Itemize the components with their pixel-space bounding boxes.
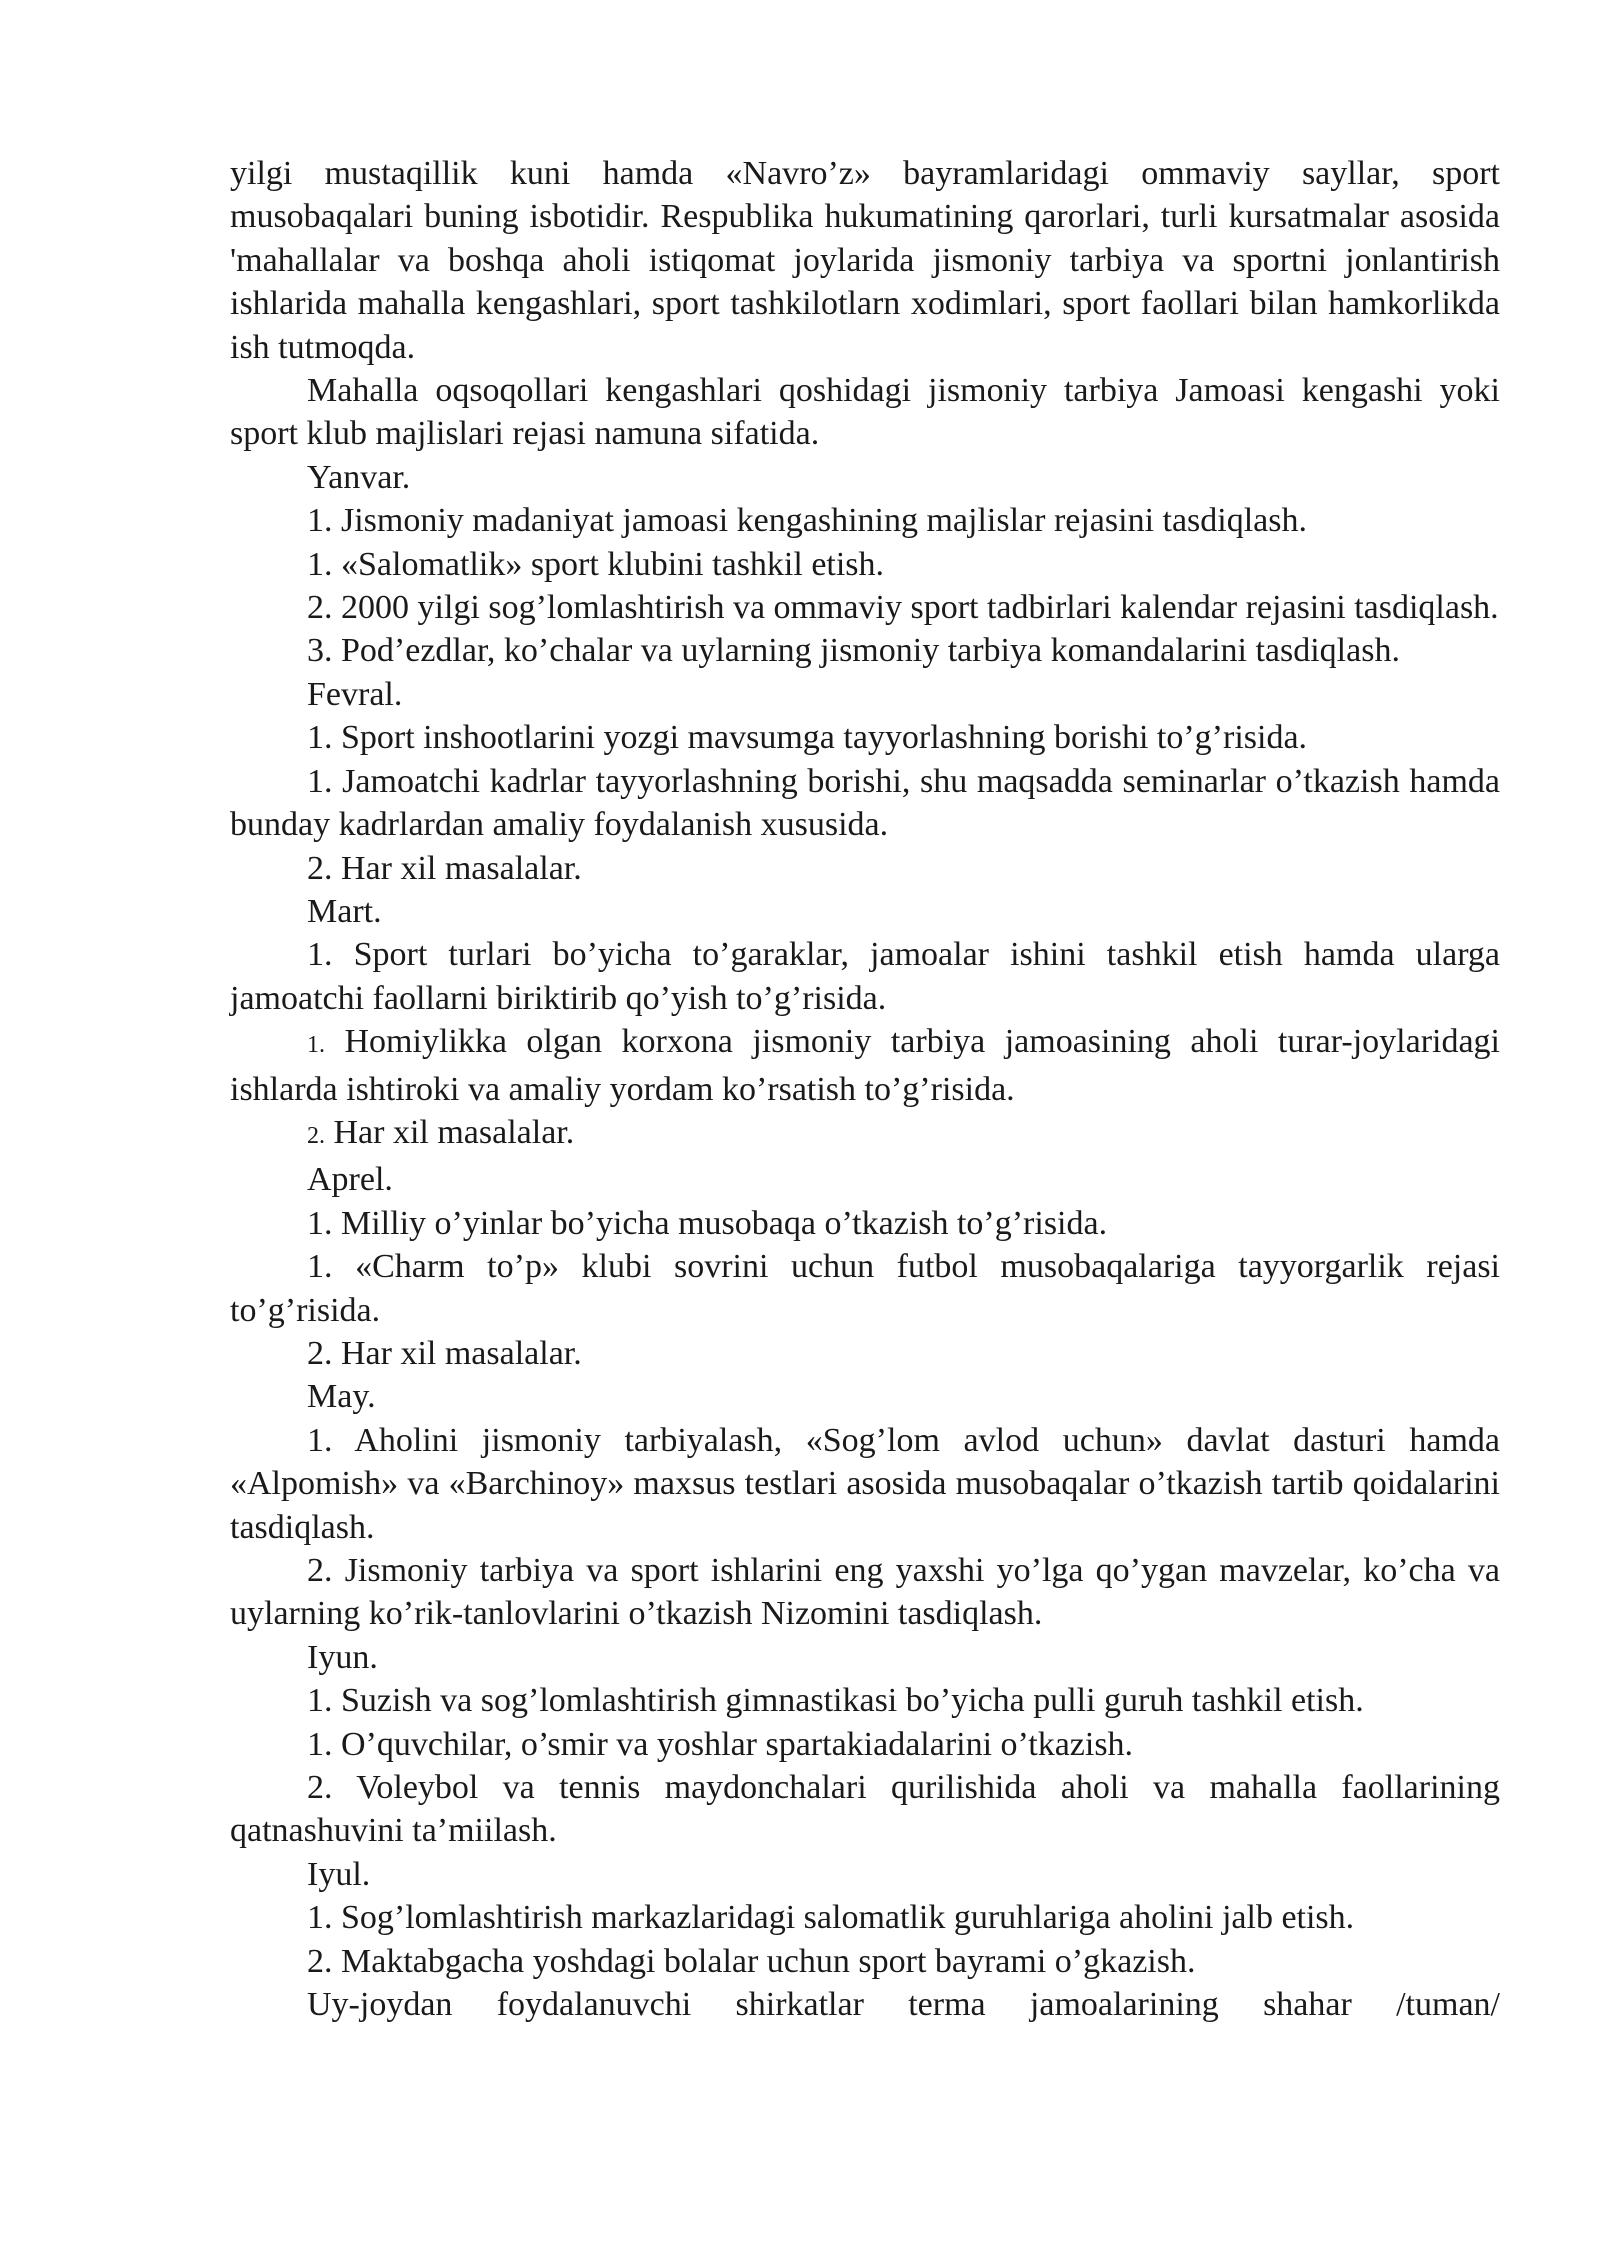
- list-item: 1. «Salomatlik» sport klubini tashkil etish.: [307, 545, 885, 583]
- list-item-number: 2.: [307, 1122, 325, 1149]
- list-item: 1. O’quvchilar, o’smir va yoshlar spartakiadalarini o’tkazish.: [307, 1725, 1134, 1763]
- list-item: 1. Sport inshootlarini yozgi mavsumga tayyorlashning borishi to’g’risida.: [307, 719, 1308, 757]
- month-heading-iyun: Iyun.: [307, 1638, 378, 1676]
- paragraph-intro: yilgi mustaqillik kuni hamda «Navro’z» bayramlaridagi ommaviy sayllar, sport musobaqalari buning isbotidir. Respublika hukumatining qarorlari, turli kursatmalar asosida 'mahallalar va boshqa aholi istiqomat joylarida jismoniy tarbiya va sportni jonlantirish ishlarida mahalla kengashlari, sport tashkilotlarn xodimlari, sport faollari bilan hamkorlikda ish tutmoqda.: [230, 155, 1500, 366]
- list-item: 2. Voleybol va tennis maydonchalari qurilishida aholi va mahalla faollarining qatnashuvini ta’miilash.: [230, 1769, 1500, 1850]
- list-item: 1. Jismoniy madaniyat jamoasi kengashining majlislar rejasini tasdiqlash.: [307, 502, 1307, 540]
- list-item: 1. Suzish va sog’lomlashtirish gimnastikasi bo’yicha pulli guruh tashkil etish.: [307, 1682, 1364, 1720]
- list-item: 2. Jismoniy tarbiya va sport ishlarini eng yaxshi yo’lga qo’ygan mavzelar, ko’cha va uylarning ko’rik-tanlovlarini o’tkazish Nizomini tasdiqlash.: [230, 1552, 1500, 1633]
- list-item: 1. Milliy o’yinlar bo’yicha musobaqa o’tkazish to’g’risida.: [307, 1204, 1108, 1242]
- month-heading-fevral: Fevral.: [307, 675, 403, 713]
- month-heading-mart: Mart.: [307, 892, 382, 930]
- list-item: 3. Pod’ezdlar, ko’chalar va uylarning jismoniy tarbiya komandalarini tasdiqlash.: [307, 632, 1400, 670]
- list-item: 2. Har xil masalalar.: [307, 849, 582, 887]
- list-item: 2. Maktabgacha yoshdagi bolalar uchun sport bayrami o’gkazish.: [307, 1942, 1196, 1980]
- month-heading-aprel: Aprel.: [307, 1161, 393, 1199]
- list-item: 1. Aholini jismoniy tarbiyalash, «Sog’lom avlod uchun» davlat dasturi hamda «Alpomish» va «Barchinoy» maxsus testlari asosida musobaqalar o’tkazish tartib qoidalarini tasdiqlash.: [230, 1421, 1500, 1546]
- list-item: 1. Sport turlari bo’yicha to’garaklar, jamoalar ishini tashkil etish hamda ularga jamoatchi faollarni biriktirib qo’yish to’g’risida.: [230, 936, 1500, 1017]
- month-heading-may: May.: [307, 1378, 376, 1416]
- list-item: [230, 1020, 1500, 1111]
- paragraph-continued: Uy-joydan foydalanuvchi shirkatlar terma jamoalarining shahar /tuman/: [307, 1986, 1500, 2024]
- list-item-number: 1.: [307, 1032, 325, 1059]
- list-item: 1. Sog’lomlashtirish markazlaridagi salomatlik guruhlariga aholini jalb etish.: [307, 1899, 1355, 1937]
- list-item: 2. 2000 yilgi sog’lomlashtirish va ommaviy sport tadbirlari kalendar rejasini tasdiqlash.: [307, 589, 1499, 627]
- month-heading-yanvar: Yanvar.: [307, 458, 411, 496]
- list-item: 2. Har xil masalalar.: [307, 1334, 582, 1372]
- list-item-text: Har xil masalalar.: [333, 1113, 575, 1151]
- list-item: [230, 1111, 1500, 1158]
- month-heading-iyul: Iyul.: [307, 1855, 371, 1893]
- list-item-text: Homiylikka olgan korxona jismoniy tarbiya jamoasining aholi turar-joylaridagi ishlarda ishtiroki va amaliy yordam ko’rsatish to’g’risida.: [230, 1023, 1501, 1108]
- list-item: 1. Jamoatchi kadrlar tayyorlashning borishi, shu maqsadda seminarlar o’tkazish hamda bunday kadrlardan amaliy foydalanish xususida.: [230, 762, 1500, 844]
- document-page: [230, 152, 1500, 2026]
- list-item: 1. «Charm to’p» klubi sovrini uchun futbol musobaqalariga tayyorgarlik rejasi to’g’risida.: [230, 1248, 1500, 1329]
- paragraph-plan-intro: Mahalla oqsoqollari kengashlari qoshidagi jismoniy tarbiya Jamoasi kengashi yoki sport klub majlislari rejasi namuna sifatida.: [230, 372, 1500, 453]
